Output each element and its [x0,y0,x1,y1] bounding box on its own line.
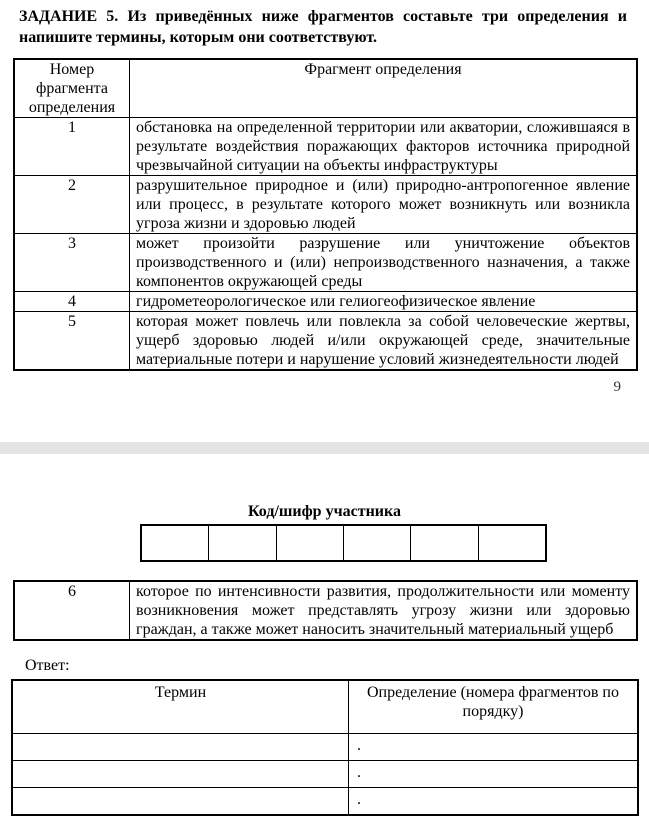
fragment-number-cell: 1 [14,118,130,176]
table-row [14,234,637,292]
task-title: ЗАДАНИЕ 5. Из приведённых ниже фрагментов составьте три определения и напишите термины, которым они соответствуют. [19,8,627,46]
code-cell [411,526,478,560]
fragments-table [13,58,638,371]
answer-table [11,679,639,816]
answer-label: Ответ: [25,657,70,674]
participant-code-label: Код/шифр участника [248,503,401,520]
answer-row [12,734,638,761]
page-divider [0,442,649,454]
answer-definition-cell: . [349,734,639,761]
fragment-text-cell: которая может повлечь или повлекла за собой человеческие жертвы, ущерб здоровью людей и/или окружающей среде, значительные материальные потери и нарушение условий жизнедеятельности людей [130,312,638,371]
answer-definition-cell: . [349,788,639,816]
table-row [14,118,637,176]
answer-term-cell [12,788,349,816]
answer-table-header-row [12,680,638,734]
page-number: 9 [613,379,621,395]
fragment-number-cell: 6 [14,581,130,640]
participant-code-boxes [140,524,547,562]
answer-row [12,788,638,816]
fragments-table-header-row [14,59,637,118]
table-row [14,292,637,312]
fragment-number-cell: 4 [14,292,130,312]
fragment-text-cell: разрушительное природное и (или) природно-антропогенное явление или процесс, в результате которого может возникнуть или возникла угроза жизни и здоровью людей [130,176,638,234]
code-cell [344,526,411,560]
answer-row [12,761,638,788]
answer-col-header-definition: Определение (номера фрагментов по порядку) [349,680,639,734]
answer-term-cell [12,761,349,788]
table-row [14,581,637,640]
fragment-text-cell: которое по интенсивности развития, продолжительности или моменту возникновения может представлять угрозу жизни или здоровью граждан, а также может наносить значительный материальный ущерб [130,581,638,640]
code-cell [479,526,545,560]
answer-definition-cell: . [349,761,639,788]
fragment-number-cell: 5 [14,312,130,371]
table-row [14,312,637,371]
code-cell [277,526,344,560]
code-cell [209,526,276,560]
fragment-number-cell: 3 [14,234,130,292]
fragment-text-cell: обстановка на определенной территории или акватории, сложившаяся в результате воздействия поражающих факторов источника природной чрезвычайной ситуации на объекты инфраструктуры [130,118,638,176]
fragment-number-cell: 2 [14,176,130,234]
document-page [0,6,649,806]
table-row [14,176,637,234]
code-cell [142,526,209,560]
fragment6-table [13,580,638,641]
col-header-fragment-number: Номер фрагмента определения [14,59,130,118]
col-header-fragment-text: Фрагмент определения [130,59,638,118]
answer-col-header-term: Термин [12,680,349,734]
answer-term-cell [12,734,349,761]
fragment-text-cell: гидрометеорологическое или гелиогеофизическое явление [130,292,638,312]
fragment-text-cell: может произойти разрушение или уничтожение объектов производственного и (или) непроизводственного назначения, а также компонентов окружающей среды [130,234,638,292]
